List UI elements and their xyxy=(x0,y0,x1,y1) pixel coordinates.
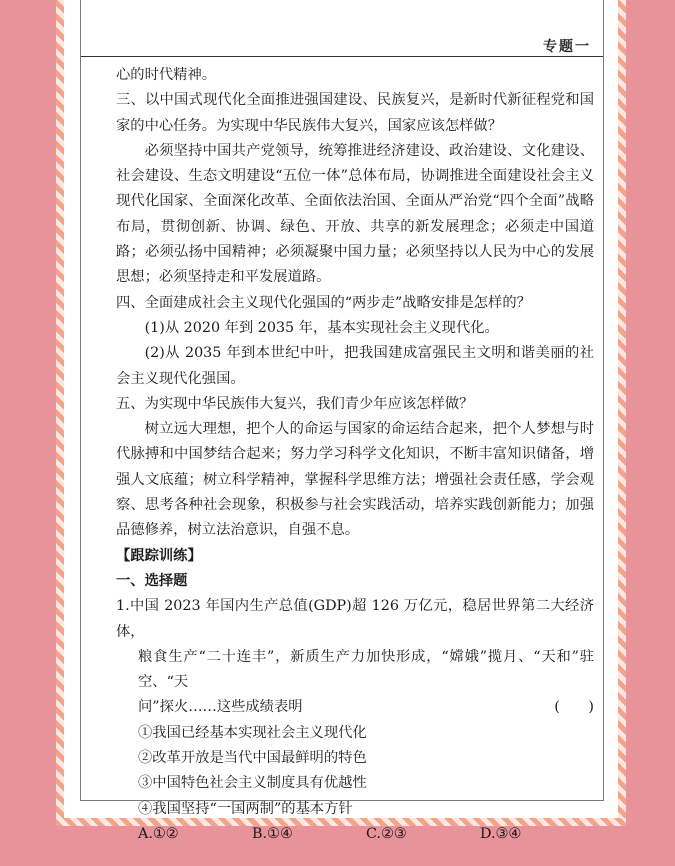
answer-bracket: ( ) xyxy=(554,699,594,716)
tracking-heading: 【跟踪训练】 xyxy=(116,547,202,564)
answer-four-step-two: (2)从 2035 年到本世纪中叶，把我国建成富强民主文明和谐美丽的社会主义现代化强国。 xyxy=(116,345,594,387)
frame-stripe-left xyxy=(56,0,64,826)
chapter-label: 专题一 xyxy=(543,39,591,55)
q1-stem-line1: 1.中国 2023 年国内生产总值(GDP)超 126 万亿元，稳居世界第二大经济体， xyxy=(116,598,594,640)
q1-stem-line2: 粮食生产“二十连丰”，新质生产力加快形成，“嫦娥”揽月、“天和”驻空、“天 xyxy=(138,648,594,691)
frame-stripe-right xyxy=(618,0,626,826)
option-b: B.①④ xyxy=(252,825,293,842)
q1-options xyxy=(116,822,594,847)
choice-heading: 一、选择题 xyxy=(116,572,188,589)
page-content xyxy=(116,63,594,847)
option-a: A.①② xyxy=(138,825,179,842)
answer-five: 树立远大理想，把个人的命运与国家的命运结合起来，把个人梦想与时代脉搏和中国梦结合起来；努力学习科学文化知识，不断丰富知识储备，增强人文底蕴；树立科学精神，掌握科学思维方法；增强社会责任感，学会观察、思考各种社会现象，积极参与社会实践活动，培养实践创新能力；加强品德修养，树立法治意识，自强不息。 xyxy=(116,421,594,539)
option-c: C.②③ xyxy=(366,825,407,842)
question-four: 四、全面建成社会主义现代化强国的“两步走”战略安排是怎样的？ xyxy=(116,294,531,311)
q1-item-3: ③中国特色社会主义制度具有优越性 xyxy=(138,775,367,792)
q1-item-4: ④我国坚持“一国两制”的基本方针 xyxy=(138,800,353,817)
answer-three: 必须坚持中国共产党领导，统筹推进经济建设、政治建设、文化建设、社会建设、生态文明建设“五位一体”总体布局，协调推进全面建设社会主义现代化国家、全面深化改革、全面依法治国、全面从严治党“四个全面”战略布局，贯彻创新、协调、绿色、开放、共享的新发展理念；必须走中国道路；必须弘扬中国精神；必须凝聚中国力量；必须坚持以人民为中心的发展思想；必须坚持走和平发展道路。 xyxy=(116,142,594,286)
q1-item-2: ②改革开放是当代中国最鲜明的特色 xyxy=(138,750,367,767)
answer-four-step-one: (1)从 2020 年到 2035 年，基本实现社会主义现代化。 xyxy=(144,319,499,336)
q1-stem-line3 xyxy=(116,695,594,720)
option-d: D.③④ xyxy=(480,825,522,842)
q1-item-1: ①我国已经基本实现社会主义现代化 xyxy=(138,724,367,741)
header-rule xyxy=(81,56,603,57)
question-five: 五、为实现中华民族伟大复兴，我们青少年应该怎样做？ xyxy=(116,395,474,412)
question-three: 三、以中国式现代化全面推进强国建设、民族复兴，是新时代新征程党和国家的中心任务。为实现中华民族伟大复兴，国家应该怎样做？ xyxy=(116,92,594,134)
continued-text: 心的时代精神。 xyxy=(116,67,217,83)
q1-stem-end: 问”探火……这些成绩表明 xyxy=(138,699,303,716)
